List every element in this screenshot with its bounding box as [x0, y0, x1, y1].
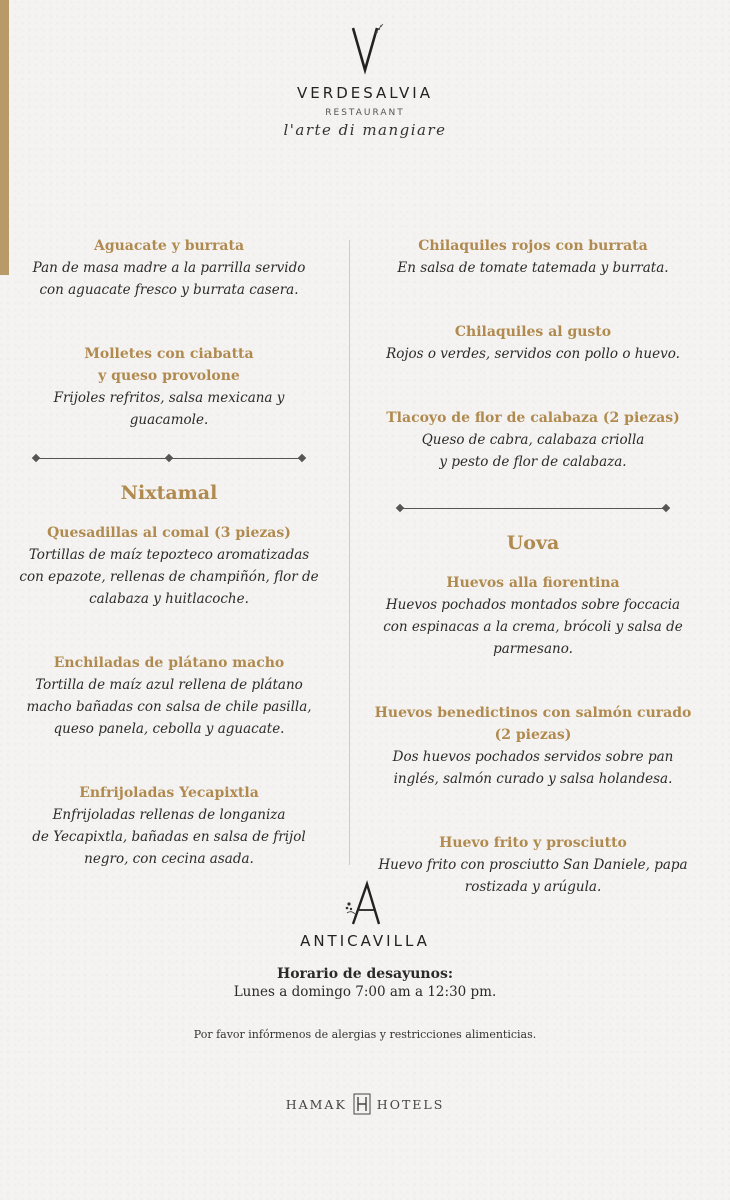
item-description: Huevos pochados montados sobre foccacia	[385, 597, 681, 613]
item-description: queso panela, cebolla y aguacate.	[53, 721, 285, 737]
menu-item	[14, 782, 324, 870]
item-description: macho bañadas con salsa de chile pasilla,	[26, 699, 312, 715]
item-title: Aguacate y burrata	[93, 238, 245, 254]
column-divider	[349, 240, 350, 865]
item-title: Enfrijoladas Yecapixtla	[79, 785, 259, 801]
item-description: Rojos o verdes, servidos con pollo o huevo.	[386, 346, 680, 362]
section-title-nixtamal: Nixtamal	[120, 482, 218, 504]
item-description: con espinacas a la crema, brócoli y salsa de	[383, 619, 683, 635]
item-title: Huevos alla fiorentina	[446, 575, 620, 591]
menu-item	[14, 652, 324, 740]
item-description: Huevo frito con prosciutto San Daniele, papa	[378, 857, 688, 873]
brand-name: VERDESALVIA	[297, 84, 433, 102]
right-column	[368, 235, 698, 898]
item-description: Queso de cabra, calabaza criolla	[421, 432, 645, 448]
item-description: Pan de masa madre a la parrilla servido	[32, 260, 306, 276]
item-title: Enchiladas de plátano macho	[53, 655, 285, 671]
item-description: Tortilla de maíz azul rellena de plátano	[35, 677, 303, 693]
item-description: de Yecapixtla, bañadas en salsa de frijol	[32, 829, 306, 845]
header	[0, 20, 730, 139]
left-column	[14, 235, 324, 870]
menu-item	[368, 321, 698, 365]
item-description: negro, con cecina asada.	[84, 851, 254, 867]
item-description: Frijoles refritos, salsa mexicana y	[53, 390, 285, 406]
item-title: Chilaquiles rojos con burrata	[418, 238, 648, 254]
item-title: Quesadillas al comal (3 piezas)	[47, 525, 291, 541]
menu-item	[14, 235, 324, 301]
item-description: y pesto de flor de calabaza.	[439, 454, 627, 470]
menu-item	[368, 572, 698, 660]
hours-text: Lunes a domingo 7:00 am a 12:30 pm.	[233, 984, 497, 1000]
section-title-uova: Uova	[506, 532, 560, 554]
item-title: Chilaquiles al gusto	[454, 324, 612, 340]
menu-item	[368, 702, 698, 790]
allergy-note: Por favor infórmenos de alergias y restricciones alimenticias.	[193, 1028, 537, 1041]
menu-item	[14, 343, 324, 431]
brand-tagline: l'arte di mangiare	[283, 121, 447, 139]
menu-item	[14, 522, 324, 610]
menu-item	[368, 235, 698, 279]
hours-title: Horario de desayunos:	[276, 966, 454, 982]
hamak-mark-icon	[353, 1093, 371, 1115]
brand-subtitle: RESTAURANT	[325, 108, 405, 118]
menu-item	[368, 407, 698, 473]
item-title: Huevo frito y prosciutto	[439, 835, 627, 851]
item-description: inglés, salmón curado y salsa holandesa.	[393, 771, 673, 787]
item-title: (2 piezas)	[494, 727, 572, 743]
item-title: y queso provolone	[98, 368, 240, 384]
hotels-label: HOTELS	[376, 1096, 445, 1112]
footer	[0, 880, 730, 1115]
item-description: calabaza y huitlacoche.	[89, 591, 249, 607]
ornament-divider	[33, 453, 305, 465]
ornament-divider	[397, 503, 669, 515]
verdesalvia-logo-icon	[335, 20, 395, 80]
item-description: parmesano.	[493, 641, 573, 657]
item-description: rostizada y arúgula.	[464, 879, 602, 895]
item-title: Molletes con ciabatta	[84, 346, 254, 362]
anticavilla-logo-icon	[343, 880, 387, 928]
item-description: En salsa de tomate tatemada y burrata.	[397, 260, 669, 276]
item-description: con epazote, rellenas de champiñón, flor de	[19, 569, 319, 585]
hamak-hotels-logo	[0, 1093, 730, 1115]
item-description: guacamole.	[129, 412, 209, 428]
item-description: Dos huevos pochados servidos sobre pan	[392, 749, 674, 765]
item-title: Huevos benedictinos con salmón curado	[374, 705, 692, 721]
item-description: con aguacate fresco y burrata casera.	[39, 282, 299, 298]
item-title: Tlacoyo de flor de calabaza (2 piezas)	[386, 410, 680, 426]
item-description: Tortillas de maíz tepozteco aromatizadas	[28, 547, 310, 563]
hamak-label: HAMAK	[285, 1096, 347, 1112]
anticavilla-brand: ANTICAVILLA	[300, 932, 430, 950]
item-description: Enfrijoladas rellenas de longaniza	[52, 807, 286, 823]
